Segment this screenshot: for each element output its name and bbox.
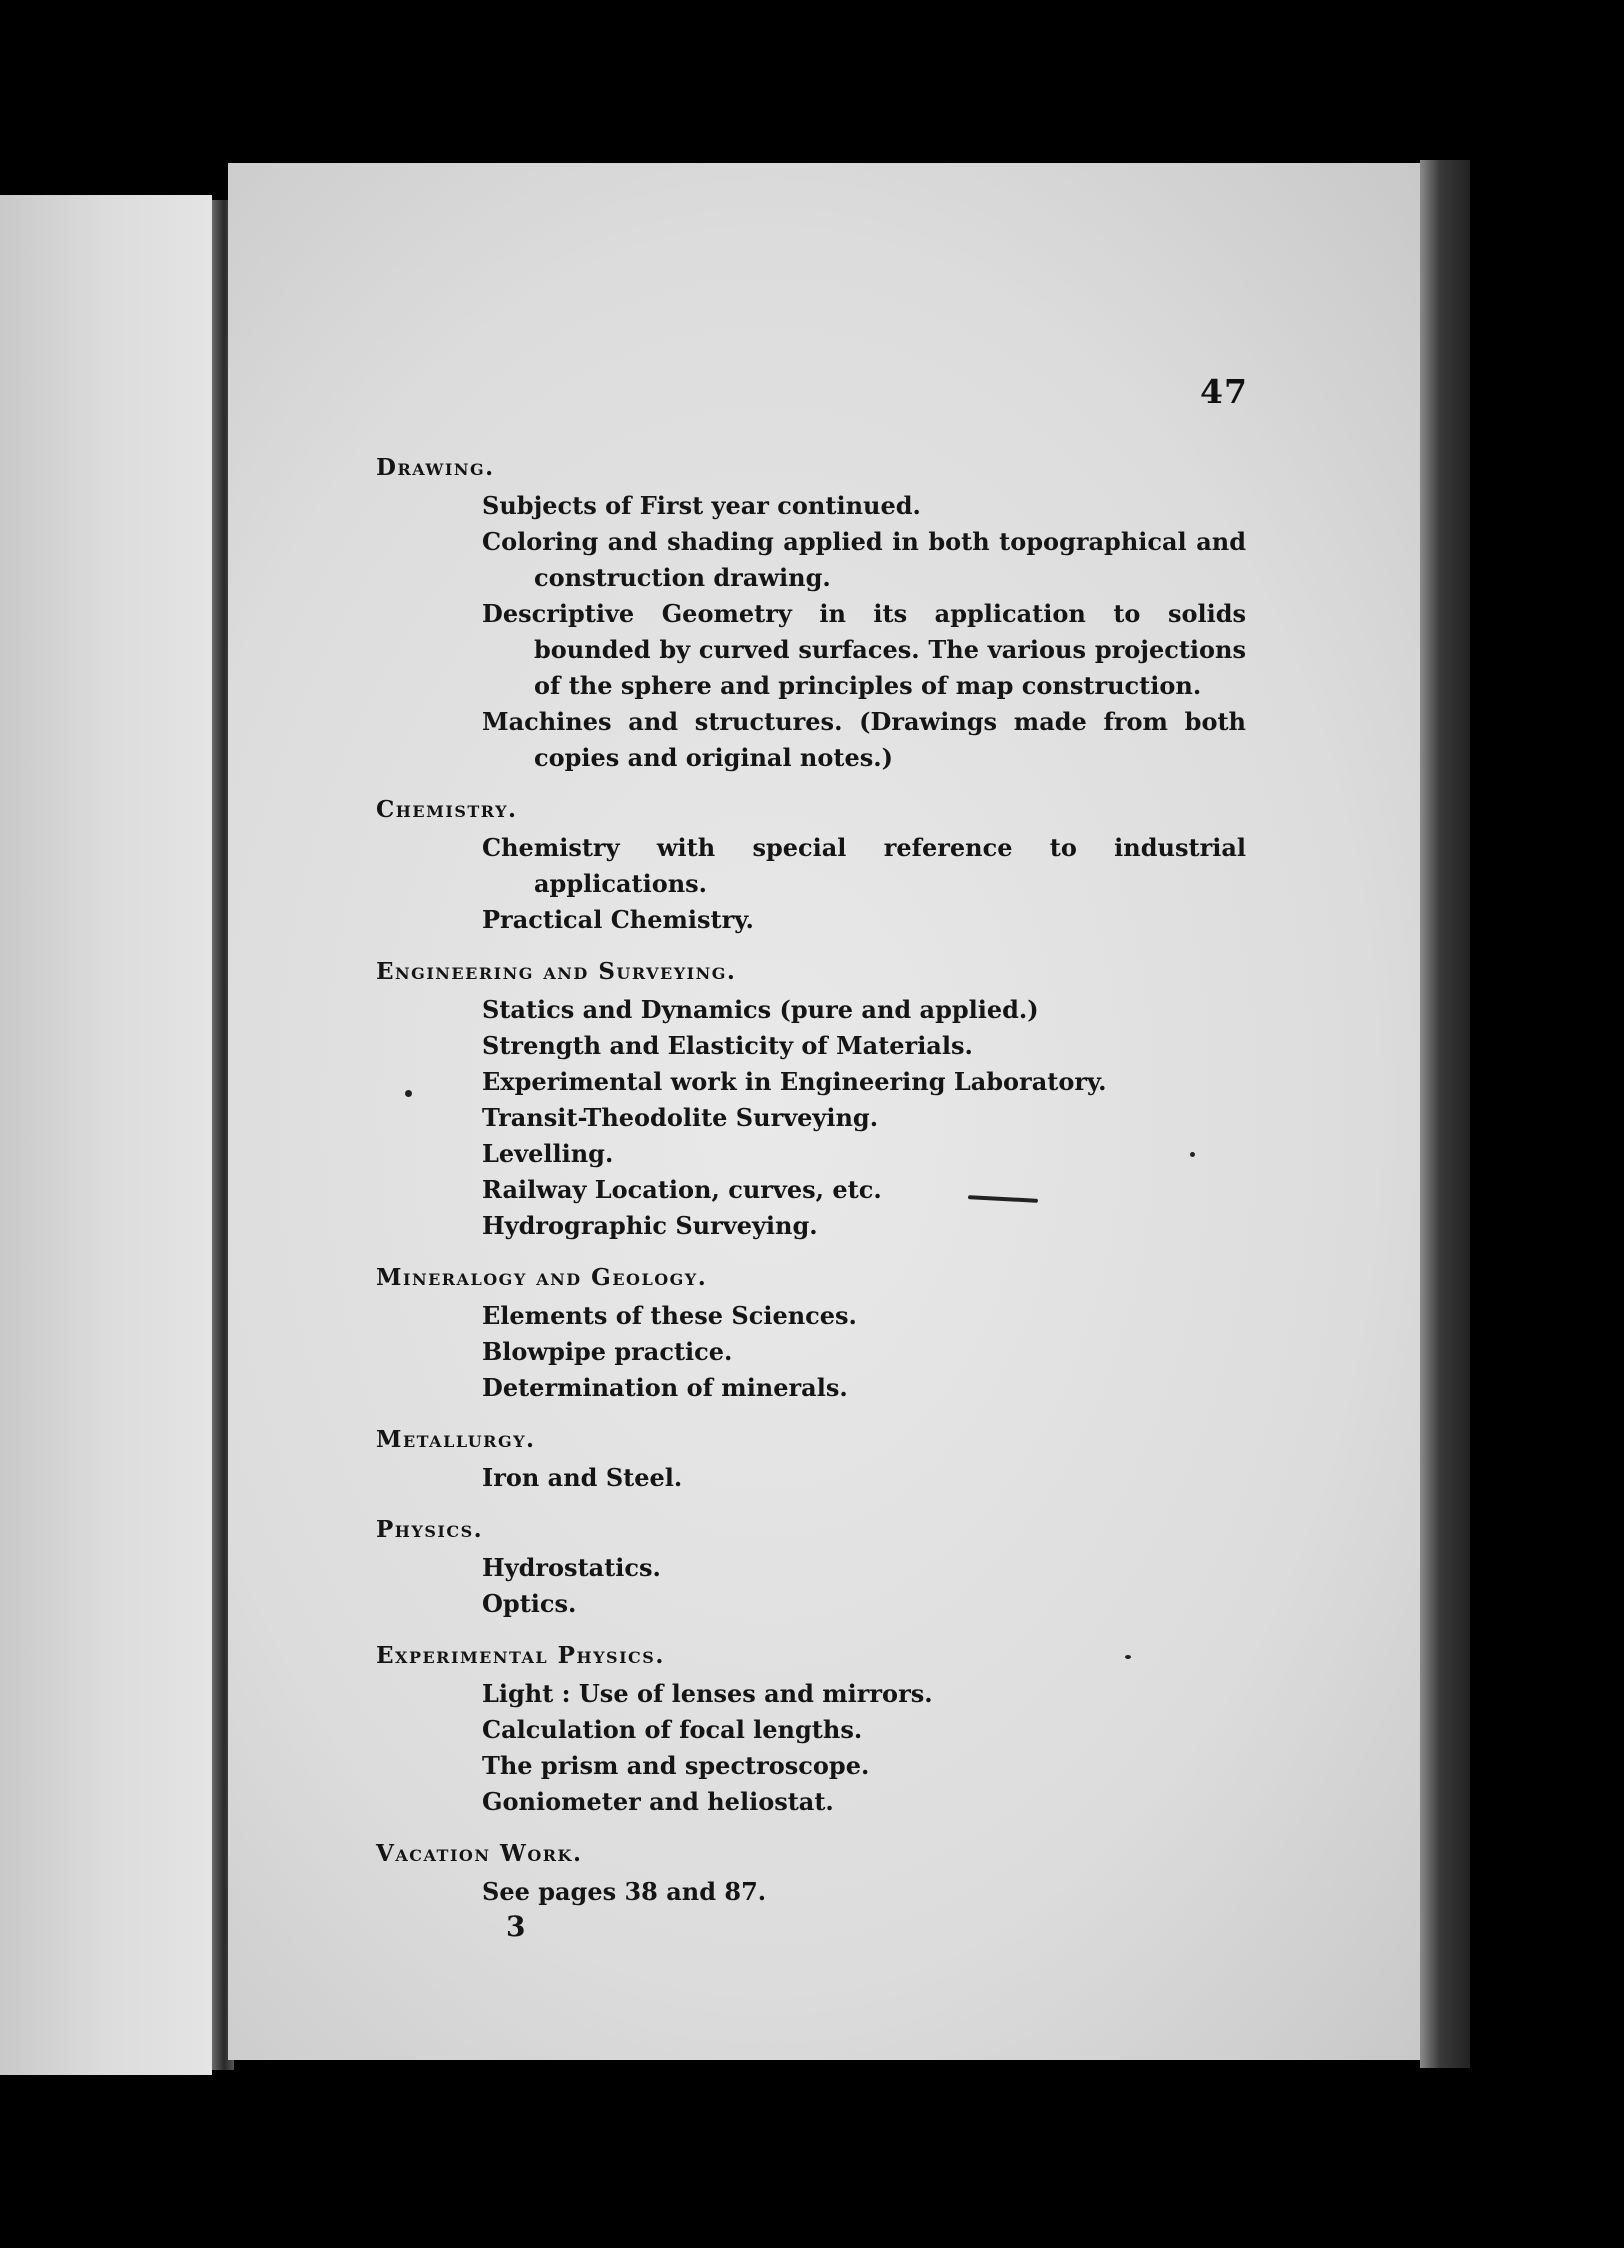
section-entry: Subjects of First year continued. bbox=[482, 491, 921, 520]
section-entry: Experimental work in Engineering Laboratory. bbox=[482, 1067, 1107, 1096]
section-metallurgy bbox=[376, 1424, 1246, 1496]
section-entry: The prism and spectroscope. bbox=[482, 1751, 870, 1780]
section-heading: Mineralogy and Geology. bbox=[376, 1264, 708, 1291]
section-experimental-physics bbox=[376, 1640, 1246, 1820]
section-heading: Engineering and Surveying. bbox=[376, 958, 737, 985]
section-heading: Physics. bbox=[376, 1516, 484, 1543]
section-entry: Strength and Elasticity of Materials. bbox=[482, 1031, 973, 1060]
section-entry: Blowpipe practice. bbox=[482, 1337, 733, 1366]
section-entry: Determination of minerals. bbox=[482, 1373, 848, 1402]
section-entry: Coloring and shading applied in both topographical and construction drawing. bbox=[482, 527, 1246, 592]
section-entry: Descriptive Geometry in its application to solids bounded by curved surfaces. The various projections of the sphere and principles of map construction. bbox=[482, 599, 1246, 700]
section-entry: Iron and Steel. bbox=[482, 1463, 683, 1492]
ink-speck bbox=[405, 1090, 412, 1097]
page-number: 47 bbox=[1200, 372, 1248, 411]
section-entry: Levelling. bbox=[482, 1139, 614, 1168]
section-entry: Practical Chemistry. bbox=[482, 905, 754, 934]
section-entry: Hydrographic Surveying. bbox=[482, 1211, 818, 1240]
section-drawing bbox=[376, 452, 1246, 776]
section-entry: Calculation of focal lengths. bbox=[482, 1715, 863, 1744]
section-engineering-surveying bbox=[376, 956, 1246, 1244]
section-entry: Light : Use of lenses and mirrors. bbox=[482, 1679, 933, 1708]
section-chemistry bbox=[376, 794, 1246, 938]
section-entry: Optics. bbox=[482, 1589, 577, 1618]
section-entry: Statics and Dynamics (pure and applied.) bbox=[482, 995, 1039, 1024]
section-heading: Drawing. bbox=[376, 454, 495, 481]
section-heading: Experimental Physics. bbox=[376, 1642, 665, 1669]
section-heading: Vacation Work. bbox=[376, 1840, 583, 1867]
section-physics bbox=[376, 1514, 1246, 1622]
section-entry: Transit-Theodolite Surveying. bbox=[482, 1103, 879, 1132]
section-mineralogy-geology bbox=[376, 1262, 1246, 1406]
section-entry: Elements of these Sciences. bbox=[482, 1301, 857, 1330]
signature-mark: 3 bbox=[506, 1910, 526, 1943]
section-entry: Chemistry with special reference to industrial applications. bbox=[482, 833, 1246, 898]
section-entry: Railway Location, curves, etc. bbox=[482, 1175, 882, 1204]
section-entry: Hydrostatics. bbox=[482, 1553, 661, 1582]
section-entry: See pages 38 and 87. bbox=[482, 1877, 767, 1906]
ink-speck bbox=[1190, 1152, 1195, 1157]
section-entry: Machines and structures. (Drawings made from both copies and original notes.) bbox=[482, 707, 1246, 772]
page-edge-shadow bbox=[1420, 160, 1470, 2068]
section-entry: Goniometer and heliostat. bbox=[482, 1787, 834, 1816]
section-heading: Chemistry. bbox=[376, 796, 518, 823]
facing-page-edge bbox=[0, 195, 212, 2075]
section-heading: Metallurgy. bbox=[376, 1426, 536, 1453]
section-vacation-work bbox=[376, 1838, 1246, 1944]
page-content bbox=[376, 452, 1246, 1944]
ink-speck bbox=[1125, 1655, 1131, 1659]
